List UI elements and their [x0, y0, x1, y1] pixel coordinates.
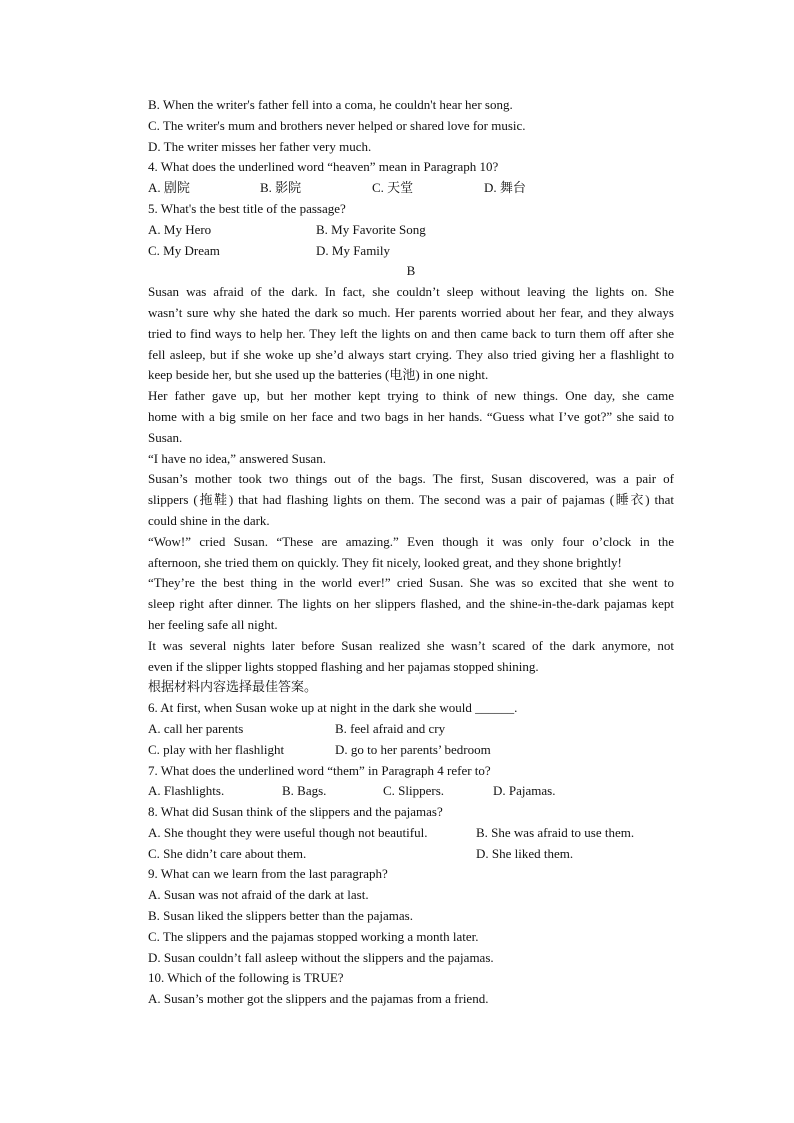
passage-paragraph-5	[148, 532, 674, 574]
passage-line: Susan’s mother took two things out of the bags. The first, Susan discovered, was a pair of	[148, 471, 674, 487]
section-label: B	[406, 263, 416, 279]
passage-line: Susan was afraid of the dark. In fact, she couldn’t sleep without leaving the lights on. She	[148, 284, 674, 300]
q5-option-b: B. My Favorite Song	[316, 221, 426, 237]
passage-paragraph-6	[148, 573, 674, 635]
question-5-stem: 5. What's the best title of the passage?	[148, 200, 346, 216]
q7-option-d: D. Pajamas.	[493, 783, 556, 799]
worksheet-page	[148, 95, 674, 1010]
passage-paragraph-2	[148, 386, 674, 448]
question-10-stem: 10. Which of the following is TRUE?	[148, 970, 344, 986]
passage-paragraph-3	[148, 449, 674, 470]
passage-line: “They’re the best thing in the world ever!” cried Susan. She was so excited that she went to	[148, 575, 674, 591]
passage-line: her feeling safe all night.	[148, 616, 278, 632]
q9-option-d: D. Susan couldn’t fall asleep without the slippers and the pajamas.	[148, 949, 494, 965]
passage-paragraph-4	[148, 469, 674, 531]
passage-line: Susan.	[148, 429, 183, 445]
passage-line: slippers (拖鞋) that had flashing lights on them. The second was a pair of pajamas (睡衣) that	[148, 492, 674, 508]
question-5-options-row1	[148, 220, 674, 241]
passage-line: fell asleep, but if she woke up she’d always start crying. They also tried giving her a flashlight to	[148, 346, 674, 362]
passage-line: tried to find ways to help her. They left the lights on and then came back to turn them off after she	[148, 325, 674, 341]
passage-line: It was several nights later before Susan realized she wasn’t scared of the dark anymore, not	[148, 637, 674, 653]
q6-option-c: C. play with her flashlight	[148, 741, 285, 757]
question-5-options-row2	[148, 241, 674, 262]
passage-line: afternoon, she tried them on quickly. They fit nicely, looked great, and they shone brightly!	[148, 554, 622, 570]
q7-option-c: C. Slippers.	[383, 783, 445, 799]
option-d-prev: D. The writer misses her father very much.	[148, 138, 372, 154]
question-9-stem: 9. What can we learn from the last paragraph?	[148, 866, 388, 882]
q7-option-a: A. Flashlights.	[148, 783, 225, 799]
question-8-stem: 8. What did Susan think of the slippers and the pajamas?	[148, 804, 443, 820]
passage-line: wasn’t sure why she hated the dark so much. Her parents worried about her fear, and they always	[148, 304, 674, 320]
q4-option-a: A. 剧院	[148, 180, 190, 196]
question-8-options-row1	[148, 823, 674, 844]
question-6-options-row2	[148, 740, 674, 761]
q9-option-a: A. Susan was not afraid of the dark at last.	[148, 887, 369, 903]
passage-line: “Wow!” cried Susan. “These are amazing.” Even though it was only four o’clock in the	[148, 533, 674, 549]
instruction: 根据材料内容选择最佳答案。	[148, 679, 318, 695]
option-b-prev: B. When the writer's father fell into a coma, he couldn't hear her song.	[148, 97, 513, 112]
passage-line: sleep right after dinner. The lights on her slippers flashed, and the shine-in-the-dark pajamas kept	[148, 596, 674, 612]
q4-option-c: C. 天堂	[372, 180, 414, 196]
passage-line: even if the slipper lights stopped flashing and her pajamas stopped shining.	[148, 658, 539, 674]
passage-line: Her father gave up, but her mother kept trying to think of new things. One day, she came	[148, 388, 674, 404]
passage-line: keep beside her, but she used up the batteries (电池) in one night.	[148, 367, 489, 383]
q5-option-a: A. My Hero	[148, 221, 212, 237]
q4-option-b: B. 影院	[260, 180, 302, 196]
question-4-stem: 4. What does the underlined word “heaven” mean in Paragraph 10?	[148, 159, 499, 175]
passage-line: could shine in the dark.	[148, 512, 270, 528]
question-7-options	[148, 781, 674, 802]
q10-option-a: A. Susan’s mother got the slippers and the pajamas from a friend.	[148, 991, 489, 1007]
q6-option-a: A. call her parents	[148, 720, 244, 736]
q4-option-d: D. 舞台	[484, 180, 526, 196]
question-8-options-row2	[148, 844, 674, 865]
q8-option-d: D. She liked them.	[476, 845, 574, 861]
q6-option-b: B. feel afraid and cry	[335, 720, 446, 736]
q7-option-b: B. Bags.	[282, 783, 327, 799]
q9-option-b: B. Susan liked the slippers better than the pajamas.	[148, 908, 413, 924]
q8-option-c: C. She didn’t care about them.	[148, 845, 307, 861]
passage-paragraph-1	[148, 282, 674, 386]
question-7-stem: 7. What does the underlined word “them” in Paragraph 4 refer to?	[148, 762, 491, 778]
passage-line: “I have no idea,” answered Susan.	[148, 450, 326, 466]
option-c-prev: C. The writer's mum and brothers never helped or shared love for music.	[148, 117, 526, 133]
question-4-options	[148, 178, 674, 199]
q8-option-a: A. She thought they were useful though not beautiful.	[148, 824, 428, 840]
q6-option-d: D. go to her parents’ bedroom	[335, 741, 491, 757]
q9-option-c: C. The slippers and the pajamas stopped working a month later.	[148, 928, 479, 944]
passage-line: home with a big smile on her face and two bags in her hands. “Guess what I’ve got?” she said to	[148, 408, 674, 424]
q5-option-c: C. My Dream	[148, 242, 220, 258]
question-6-options-row1	[148, 719, 674, 740]
passage-paragraph-7	[148, 636, 674, 678]
question-6-stem: 6. At first, when Susan woke up at night in the dark she would ______.	[148, 700, 518, 716]
q8-option-b: B. She was afraid to use them.	[476, 824, 635, 840]
q5-option-d: D. My Family	[316, 242, 391, 258]
